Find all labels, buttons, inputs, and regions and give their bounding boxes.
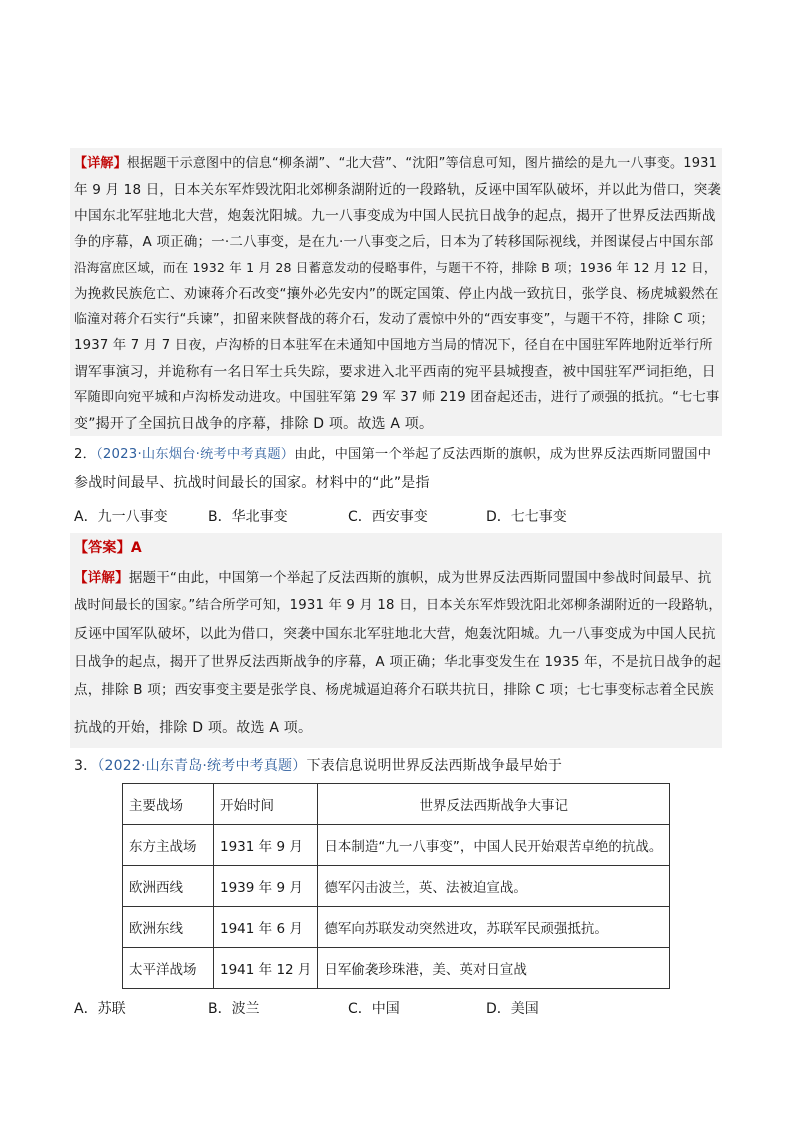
table-cell: 1941 年 6 月 [214,907,318,948]
q1-detail-line: 变”揭开了全国抗日战争的序幕，排除 D 项。故选 A 项。 [74,416,434,432]
q2-stem-continued: 参战时间最早、抗战时间最长的国家。材料中的“此”是指 [74,475,430,491]
table-header: 世界反法西斯战争大事记 [318,784,670,825]
table-cell: 德军向苏联发动突然进攻，苏联军民顽强抵抗。 [318,907,670,948]
option-a[interactable]: A．九一八事变 [74,509,168,525]
q1-detail-line: 谓军事演习，并诡称有一名日军士兵失踪，要求进入北平西南的宛平县城搜查，被中国驻军严词拒绝，日 [74,364,716,380]
table-row [123,948,670,989]
q2-detail-line: 反诬中国军队破坏，以此为借口，突袭中国东北军驻地北大营，炮轰沈阳城。九一八事变成为中国人民抗 [74,626,716,642]
q1-detail-line: 为挽救民族危亡、劝谏蒋介石改变“攘外必先安内”的既定国策、停止内战一致抗日，张学良、杨虎城毅然在 [74,286,719,302]
table-cell: 日本制造“九一八事变”，中国人民开始艰苦卓绝的抗战。 [318,825,670,866]
q1-detail-line: 争的序幕，A 项正确；一·二八事变，是在九·一八事变之后，日本为了转移国际视线，并图谋侵占中国东部 [74,234,714,250]
q1-detail-line: 中国东北军驻地北大营，炮轰沈阳城。九一八事变成为中国人民抗日战争的起点，揭开了世界反法西斯战 [74,208,716,224]
detail-tag: 【详解】 [74,570,129,586]
table-header-row [123,784,670,825]
question-number: 2． [74,447,97,462]
q1-detail-line: 1937 年 7 月 7 日夜，卢沟桥的日本驻军在未通知中国地方当局的情况下，径自在中国驻军阵地附近举行所 [74,338,713,353]
table-cell: 太平洋战场 [123,948,214,989]
option-d[interactable]: D．七七事变 [486,509,567,525]
table-cell: 德军闪击波兰，英、法被迫宣战。 [318,866,670,907]
table-cell: 欧洲东线 [123,907,214,948]
option-a[interactable]: A．苏联 [74,1001,126,1017]
option-d[interactable]: D．美国 [486,1001,539,1017]
table-row [123,866,670,907]
option-c[interactable]: C．西安事变 [348,509,428,525]
q2-stem: 2．（2023·山东烟台·统考中考真题）由此，中国第一个举起了反法西斯的旗帜，成为世界反法西斯同盟国中 [74,447,712,462]
q1-detail-line: 军随即向宛平城和卢沟桥发动进攻。中国驻军第 29 军 37 师 219 团奋起还击，进行了顽强的抵抗。“七七事 [74,390,720,405]
answer-value: A [130,540,142,556]
option-b[interactable]: B．华北事变 [208,509,288,525]
q2-detail-line: 【详解】据题干“由此，中国第一个举起了反法西斯的旗帜，成为世界反法西斯同盟国中参战时间最早、抗 [74,570,712,586]
q1-detail-line: 临潼对蒋介石实行“兵谏”，扣留来陕督战的蒋介石，发动了震惊中外的“西安事变”，与题干不符，排除 C 项； [74,312,714,327]
question-source: （2023·山东烟台·统考中考真题） [96,447,295,462]
table-row [123,907,670,948]
q2-answer [74,538,142,558]
table-cell: 东方主战场 [123,825,214,866]
option-b[interactable]: B．波兰 [208,1001,260,1017]
question-source: （2022·山东青岛·统考中考真题） [97,758,307,774]
table-cell: 欧洲西线 [123,866,214,907]
q3-stem: 3．（2022·山东青岛·统考中考真题）下表信息说明世界反法西斯战争最早始于 [74,758,563,774]
q1-detail-line: 年 9 月 18 日，日本关东军炸毁沈阳北郊柳条湖附近的一段路轨，反诬中国军队破坏，并以此为借口，突袭 [74,182,722,198]
q2-detail-line: 战时间最长的国家。”结合所学可知，1931 年 9 月 18 日，日本关东军炸毁沈阳北郊柳条湖附近的一段路轨， [74,598,722,613]
detail-tag: 【详解】 [74,156,127,171]
table-header: 开始时间 [214,784,318,825]
q2-detail-line: 日战争的起点，揭开了世界反法西斯战争的序幕，A 项正确；华北事变发生在 1935 年，不是抗日战争的起 [74,654,722,670]
table-cell: 日军偷袭珍珠港，美、英对日宣战 [318,948,670,989]
table-header: 主要战场 [123,784,214,825]
q2-detail-line: 点，排除 B 项；西安事变主要是张学良、杨虎城逼迫蒋介石联共抗日，排除 C 项；七七事变标志着全民族 [74,682,714,698]
table-cell: 1939 年 9 月 [214,866,318,907]
option-c[interactable]: C．中国 [348,1001,400,1017]
table-cell: 1931 年 9 月 [214,825,318,866]
q1-detail-line: 沿海富庶区域，而在 1932 年 1 月 28 日蓄意发动的侵略事件，与题干不符，排除 B 项；1936 年 12 月 12 日， [74,260,717,275]
q2-detail-line: 抗战的开始，排除 D 项。故选 A 项。 [74,720,313,736]
q1-detail-line: 【详解】根据题干示意图中的信息“柳条湖”、“北大营”、“沈阳”等信息可知，图片描绘的是九一八事变。1931 [74,156,718,171]
question-number: 3． [74,758,98,774]
table-cell: 1941 年 12 月 [214,948,318,989]
table-row [123,825,670,866]
events-table [122,783,670,989]
answer-tag: 【答案】 [74,540,131,556]
